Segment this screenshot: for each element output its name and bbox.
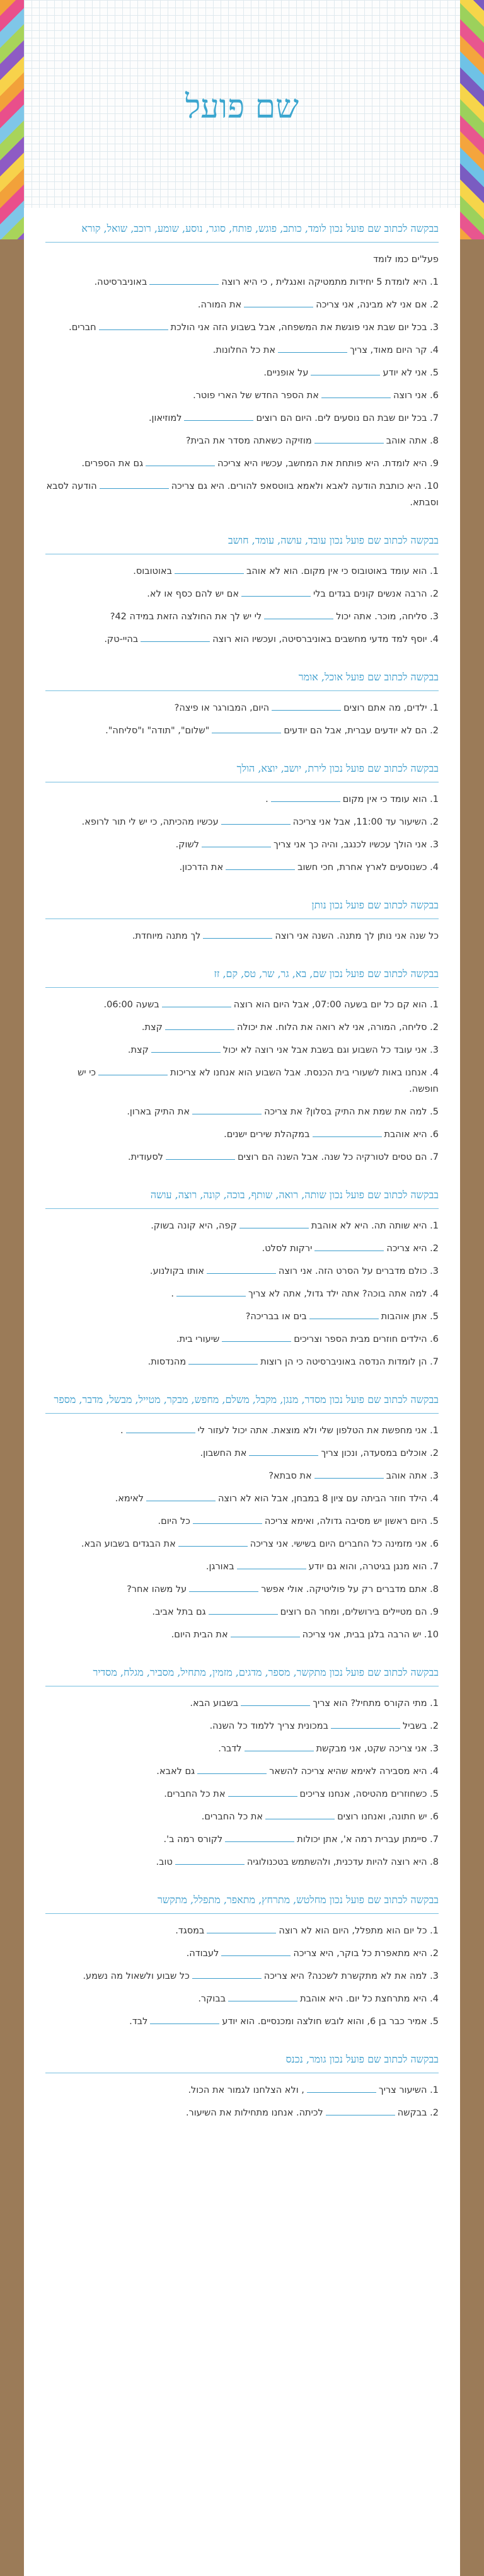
item-text-before: 6. אני רוצה	[393, 391, 439, 401]
item-text-before: 1. אני מחפשת את הטלפון שלי ולא מוצאת. אתה יכול לעזור לי	[197, 1426, 439, 1436]
section-title: בבקשה לכתוב שם פועל אוכל, אומר	[45, 669, 439, 691]
item-text-before: 9. היא לומדת. היא פותחת את המחשב, עכשיו היא צריכה	[217, 459, 439, 469]
answer-blank[interactable]	[314, 1469, 384, 1479]
item-text-after: בשבוע הבא.	[190, 1698, 239, 1709]
item-text-after: קפה, היא קונה בשוק.	[151, 1221, 237, 1231]
exercise-item	[45, 455, 439, 472]
answer-blank[interactable]	[207, 1264, 276, 1274]
item-text-after: לכיתה. אנחנו מתחילות את השיעור.	[185, 2108, 323, 2118]
item-text-before: 4. היא מתרחצת כל יום. היא אוהבת	[300, 1994, 439, 2004]
exercise-section	[45, 1187, 439, 1370]
answer-blank[interactable]	[321, 389, 391, 398]
answer-blank[interactable]	[165, 1021, 234, 1030]
worksheet-page	[24, 0, 460, 2576]
answer-blank[interactable]	[209, 1605, 278, 1615]
item-text-after: היום, המבורגר או פיצה?	[174, 703, 270, 713]
item-text-after: את המורה.	[197, 300, 242, 310]
answer-blank[interactable]	[192, 1969, 262, 1979]
item-text-before: 4. אנחנו באות לשעורי בית הכנסת. אבל השבוע הוא אנחנו לא צריכות	[170, 1068, 439, 1078]
item-text-before: 1. הוא קם כל יום בשעה 07:00, אבל היום הוא רוצה	[233, 1000, 439, 1010]
exercise-section	[45, 220, 439, 511]
exercise-item	[45, 1423, 439, 1439]
item-text-before: 7. הם טסים לטורקיה כל שנה. אבל השנה הם רוצים	[238, 1152, 439, 1162]
exercise-section	[45, 760, 439, 876]
item-text-before: 1. ילדים, מה אתם רוצים	[343, 703, 439, 713]
item-text-after: באורגן.	[205, 1562, 234, 1572]
answer-blank[interactable]	[207, 1924, 276, 1933]
exercise-item	[45, 1945, 439, 1962]
answer-blank[interactable]	[202, 838, 271, 847]
answer-blank[interactable]	[231, 1628, 300, 1637]
exercise-section	[45, 1892, 439, 2030]
section-title: בבקשה לכתוב שם פועל נכון נותן	[45, 897, 439, 919]
answer-blank[interactable]	[151, 1043, 221, 1053]
exercise-section	[45, 966, 439, 1165]
item-text-before: 7. סיימתן עברית רמה א', אתן יכולות	[297, 1835, 439, 1845]
exercise-item	[45, 1019, 439, 1036]
item-text-after: בבוקר.	[198, 1994, 226, 2004]
answer-blank[interactable]	[178, 1537, 248, 1547]
item-text-before: 4. יוסף למד מדעי מחשבים באוניברסיטה, ועכשיו הוא רוצה	[212, 634, 439, 644]
exercise-section	[45, 532, 439, 648]
exercise-item	[45, 791, 439, 808]
exercise-item	[45, 478, 439, 511]
item-text-before: 5. אני לא יודע	[383, 368, 439, 378]
item-text-after: לאימא.	[115, 1494, 144, 1504]
item-text-after: "שלום", "תודה" ו"סליחה".	[105, 726, 210, 736]
exercise-item	[45, 723, 439, 739]
item-text-after: אותו בקולנוע.	[149, 1266, 204, 1276]
exercise-item	[45, 1786, 439, 1802]
exercise-item	[45, 837, 439, 853]
item-text-before: 7. הוא מנגן בגיטרה, והוא גם יודע	[308, 1562, 439, 1572]
answer-blank[interactable]	[264, 610, 333, 619]
answer-blank[interactable]	[241, 587, 311, 597]
exercise-item	[45, 387, 439, 404]
answer-blank[interactable]	[175, 564, 244, 574]
item-text-before: 3. למה את לא מתקשרת לשכנה? היא צריכה	[263, 1971, 439, 1981]
item-text-after: בשעה 06:00.	[103, 1000, 159, 1010]
item-text-after: כל שבוע ולשאול מה נשמע.	[83, 1971, 190, 1981]
item-text-before: 4. היא מסבירה לאימא שהיא צריכה להשאר	[269, 1766, 439, 1777]
item-text-after: על משהו אחר?	[127, 1584, 187, 1594]
item-text-before: 3. כולם מדברים על הסרט הזה. אני רוצה	[278, 1266, 439, 1276]
answer-blank[interactable]	[166, 1150, 235, 1160]
section-title: בבקשה לכתוב שם פועל נכון מחלטש, מתרחץ, מתאפר, מתפלל, מתקשר	[45, 1892, 439, 1914]
item-text-after: לדבר.	[218, 1744, 242, 1754]
answer-blank[interactable]	[245, 1742, 314, 1751]
item-text-after: באוטובוס.	[133, 566, 172, 576]
answer-blank[interactable]	[150, 2015, 219, 2024]
exercise-item	[45, 365, 439, 381]
item-text-before: 4. קר היום מאוד, צריך	[350, 345, 439, 355]
item-text-before: 3. אני צריכה שקט, אני מבקשת	[316, 1744, 439, 1754]
item-text-after: את הדרכון.	[179, 862, 224, 873]
item-text-before: 8. אתה אוהב	[386, 436, 439, 446]
exercise-item	[45, 997, 439, 1013]
item-text-after: באוניברסיטה.	[94, 277, 147, 287]
item-text-before: 9. הם מטיילים בירושלים, ומחר הם רוצים	[280, 1607, 439, 1617]
worksheet-header	[24, 0, 460, 208]
exercise-section	[45, 669, 439, 739]
item-text-after: בהיי-טק.	[104, 634, 139, 644]
answer-blank[interactable]	[184, 411, 253, 421]
exercise-item	[45, 1559, 439, 1575]
exercise-item	[45, 1240, 439, 1257]
item-text-before: 3. אני הולך עכשיו לכנגב, והיה כך אני צריך	[274, 840, 439, 850]
item-text-after: את סבתא?	[268, 1471, 312, 1481]
section-title: בבקשה לכתוב שם פועל נכון לומד, כותב, פוגש, פותח, סוגר, נוסע, שומע, רוכב, שואל, קורא	[45, 220, 439, 243]
exercise-item	[45, 1627, 439, 1643]
exercise-item	[45, 1991, 439, 2007]
item-text-after: , ולא הצלחנו לגמור את הכול.	[188, 2085, 304, 2095]
exercise-item	[45, 1513, 439, 1530]
exercise-section	[45, 897, 439, 944]
exercise-item	[45, 586, 439, 602]
exercise-item	[45, 1695, 439, 1712]
answer-blank[interactable]	[176, 1287, 246, 1297]
item-text-after: במסגד.	[175, 1926, 205, 1936]
answer-blank[interactable]	[212, 724, 281, 733]
item-text-after: חברים.	[69, 323, 96, 333]
item-text-after: גם את הספרים.	[81, 459, 144, 469]
item-text-after: ירקות לסלט.	[262, 1244, 313, 1254]
item-text-after: מהנדסות.	[147, 1357, 187, 1367]
item-text-before: 5. אמיר כבר בן 6, והוא לובש חולצה ומכנסיים. הוא יודע	[222, 2017, 439, 2027]
exercise-item	[45, 274, 439, 290]
item-text-after: כל היום.	[158, 1516, 190, 1526]
answer-blank[interactable]	[222, 1332, 291, 1342]
exercise-item	[45, 297, 439, 313]
exercise-item	[45, 563, 439, 580]
answer-blank[interactable]	[244, 298, 313, 307]
section-title: בבקשה לכתוב שם פועל נכון עובד, עושה, עומד, חושב	[45, 532, 439, 554]
item-text-before: 2. הם לא יודעים עברית, אבל הם יודעים	[284, 726, 439, 736]
item-text-before: 2. אוכלים במסעדה, ונכון צריך	[321, 1448, 439, 1458]
exercise-item	[45, 928, 439, 944]
item-text-before: 4. הילד חוזר הביתה עם ציון 8 במבחן, אבל הוא לא רוצה	[217, 1494, 439, 1504]
exercise-item	[45, 1286, 439, 1302]
answer-blank[interactable]	[197, 1765, 267, 1774]
exercise-item	[45, 1923, 439, 1939]
answer-blank[interactable]	[146, 1492, 216, 1501]
exercise-item	[45, 1065, 439, 1097]
item-text-after: גם בתל אביב.	[152, 1607, 206, 1617]
section-intro: פעל'ים כמו לומד	[373, 255, 439, 265]
item-text-after: את כל החלונות.	[212, 345, 276, 355]
answer-blank[interactable]	[192, 1105, 262, 1114]
item-text-after: על אופניים.	[263, 368, 309, 378]
exercise-item	[45, 1126, 439, 1143]
answer-blank[interactable]	[307, 2083, 376, 2093]
answer-blank[interactable]	[278, 343, 347, 353]
answer-blank[interactable]	[228, 1992, 297, 2001]
item-text-before: 10. יש הרבה בלגן בבית, אני צריכה	[302, 1630, 439, 1640]
item-text-before: 2. היא מתאפרת כל בוקר, היא צריכה	[293, 1949, 439, 1959]
exercise-item	[45, 2082, 439, 2098]
answer-blank[interactable]	[237, 1560, 306, 1569]
section-title: בבקשה לכתוב שם פועל נכון גומר, נכנס	[45, 2051, 439, 2073]
exercise-item	[45, 2013, 439, 2030]
item-text-after: למוזיאון.	[148, 413, 182, 423]
item-text-after: .	[265, 794, 268, 804]
answer-blank[interactable]	[141, 633, 210, 642]
exercise-item	[45, 1104, 439, 1120]
answer-blank[interactable]	[126, 1424, 195, 1433]
item-text-before: 6. אני מזמינה כל החברים היום בשישי. אני צריכה	[250, 1539, 439, 1549]
exercise-item	[45, 609, 439, 625]
section-title: בבקשה לכתוב שם פועל נכון מתקשר, מספר, מדגים, מזמין, מתחיל, מסביר, מגלח, מסדיר	[45, 1664, 439, 1686]
item-text-before: 6. היא אוהבת	[384, 1130, 439, 1140]
answer-blank[interactable]	[221, 1947, 291, 1956]
item-text-before: 3. אני עובד כל השבוע וגם בשבת אבל אני רוצה לא יכול	[222, 1045, 439, 1055]
item-text-after: מוזיקה כשאתה מסדר את הבית?	[185, 436, 312, 446]
item-text-before: 6. הילדים חוזרים מבית הספר וצריכים	[294, 1334, 439, 1344]
item-text-before: 2. היא צריכה	[386, 1244, 439, 1254]
answer-blank[interactable]	[225, 1833, 294, 1842]
item-text-after: את כל החברים.	[164, 1789, 226, 1799]
answer-blank[interactable]	[309, 1310, 379, 1319]
exercise-item	[45, 1741, 439, 1757]
item-text-before: 1. כל יום הוא מתפלל, היום הוא לא רוצה	[279, 1926, 439, 1936]
exercise-item	[45, 1536, 439, 1552]
answer-blank[interactable]	[228, 1787, 297, 1797]
item-text-after: .	[171, 1289, 174, 1299]
answer-blank[interactable]	[203, 929, 272, 939]
exercise-item	[45, 1854, 439, 1870]
exercise-section	[45, 1664, 439, 1870]
exercise-item	[45, 631, 439, 648]
item-text-after: בים או בבריכה?	[245, 1312, 307, 1322]
item-text-before: 5. כשחוזרים מהטיסה, אנחנו צריכים	[299, 1789, 439, 1799]
item-text-before: 1. היא לומדת 5 יחידות מתמטיקה ואנגלית , כי היא רוצה	[221, 277, 439, 287]
item-text-after: שיעורי בית.	[176, 1334, 220, 1344]
item-text-after: אם יש להם כסף או לא.	[147, 589, 239, 599]
item-text-before: 4. למה אתה בוכה? אתה ילד גדול, אתה לא צריך	[248, 1289, 439, 1299]
answer-blank[interactable]	[162, 998, 231, 1007]
exercise-item	[45, 433, 439, 449]
item-text-before: 2. אם אני לא מבינה, אני צריכה	[316, 300, 439, 310]
exercise-item	[45, 1968, 439, 1984]
item-text-before: 6. יש חתונה, ואנחנו רוצים	[337, 1812, 439, 1822]
item-text-after: קצת.	[127, 1045, 149, 1055]
exercise-item	[45, 1604, 439, 1620]
item-text-after: את הבית היום.	[171, 1630, 228, 1640]
answer-blank[interactable]	[146, 457, 215, 466]
exercise-item	[45, 1491, 439, 1507]
section-title: בבקשה לכתוב שם פועל נכון מסדר, מנגן, מקבל, משלם, מחפש, מבקר, מטייל, מבשל, מדבר, מספר	[45, 1392, 439, 1414]
item-text-before: 5. למה את שמת את התיק בסלון? את צריכה	[264, 1107, 439, 1117]
item-text-after: טוב.	[156, 1857, 173, 1867]
item-text-before: 1. היא שותה תה. היא לא אוהבת	[311, 1221, 439, 1231]
answer-blank[interactable]	[149, 275, 219, 285]
item-text-before: 10. היא כותבת הודעה לאבא ולאמא בווטסאפ להורים. היא גם צריכה	[171, 481, 439, 491]
exercise-item	[45, 1831, 439, 1848]
answer-blank[interactable]	[193, 1514, 262, 1524]
exercise-item	[45, 1763, 439, 1780]
item-text-before: כל שנה אני נותן לך מתנה. השנה אני רוצה	[275, 931, 439, 941]
item-text-after: עכשיו מהכיתה, כי יש לי תור לרופא.	[81, 817, 219, 827]
exercise-item	[45, 700, 439, 716]
item-text-before: 8. אתם מדברים רק על פוליטיקה. אולי אפשר	[261, 1584, 439, 1594]
item-text-after: לי יש לך את החולצה הזאת במידה 42?	[110, 612, 262, 622]
answer-blank[interactable]	[221, 815, 291, 825]
item-text-after: הודעה לסבא וסבתא.	[46, 481, 439, 508]
item-text-after: קצת.	[141, 1022, 163, 1033]
answer-blank[interactable]	[100, 479, 169, 489]
item-text-after: לעבודה.	[186, 1949, 219, 1959]
item-text-before: 3. סליחה, מוכר. אתה יכול	[336, 612, 439, 622]
exercise-section	[45, 2051, 439, 2121]
worksheet-content	[24, 208, 460, 2121]
item-text-before: 2. השיעור עד 11:00, אבל אני צריכה	[292, 817, 439, 827]
item-text-before: 4. כשנוסעים לארץ אחרת, חכי חשוב	[297, 862, 439, 873]
answer-blank[interactable]	[331, 1719, 400, 1729]
answer-blank[interactable]	[271, 793, 340, 802]
answer-blank[interactable]	[311, 366, 380, 375]
item-text-before: 3. בכל יום שבת אני פוגשת את המשפחה, אבל בשבוע הזה אני הולכת	[170, 323, 439, 333]
item-text-after: לך מתנה מיוחדת.	[132, 931, 201, 941]
item-text-before: 1. הוא עומד באוטובוס כי אין מקום. הוא לא אוהב	[246, 566, 439, 576]
exercise-item	[45, 1042, 439, 1058]
item-text-before: 7. הן לומדות הנדסה באוניברסיטה כי הן רוצות	[260, 1357, 439, 1367]
section-title: בבקשה לכתוב שם פועל נכון שותה, רואה, שותף, בוכה, קונה, רוצה, עושה	[45, 1187, 439, 1209]
answer-blank[interactable]	[265, 1810, 335, 1819]
answer-blank[interactable]	[272, 701, 341, 711]
exercise-item	[45, 1445, 439, 1462]
exercise-item	[45, 1263, 439, 1279]
item-text-after: את הבגדים בשבוע הבא.	[81, 1539, 176, 1549]
item-text-before: 3. אתה אוהב	[386, 1471, 439, 1481]
answer-blank[interactable]	[98, 1066, 168, 1075]
exercise-item	[45, 814, 439, 830]
answer-blank[interactable]	[189, 1583, 258, 1592]
item-text-after: את החשבון.	[200, 1448, 247, 1458]
item-text-after: .	[120, 1426, 124, 1436]
item-text-after: במקהלת שירים ישנים.	[224, 1130, 310, 1140]
item-text-before: 1. מתי הקורס מתחיל? הוא צריך	[313, 1698, 439, 1709]
answer-blank[interactable]	[249, 1446, 318, 1456]
answer-blank[interactable]	[188, 1355, 258, 1365]
item-text-before: 2. בבקשה	[397, 2108, 439, 2118]
section-title: בבקשה לכתוב שם פועל נכון שם, בא, גר, שר, טס, קם, זז	[45, 966, 439, 988]
answer-blank[interactable]	[326, 2106, 395, 2115]
item-text-after: כי יש חופשה.	[78, 1068, 439, 1094]
item-text-before: 2. בשביל	[403, 1721, 439, 1731]
exercise-item	[45, 410, 439, 426]
exercise-item	[45, 342, 439, 358]
item-text-before: 5. אתן אוהבות	[381, 1312, 439, 1322]
exercise-item	[45, 1354, 439, 1370]
section-title: בבקשה לכתוב שם פועל נכון לירת, יושב, יוצא, הולך	[45, 760, 439, 782]
exercise-item	[45, 1718, 439, 1734]
answer-blank[interactable]	[314, 434, 384, 444]
answer-blank[interactable]	[175, 1855, 245, 1865]
exercise-item	[45, 1468, 439, 1484]
item-text-before: 1. הוא עומד כי אין מקום	[342, 794, 439, 804]
exercise-item	[45, 859, 439, 876]
item-text-before: 5. היום ראשון יש מסיבה גדולה, ואימא צריכה	[264, 1516, 439, 1526]
worksheet-title: שם פועל	[185, 88, 299, 126]
item-text-before: 2. הרבה אנשים קונים בגדים בלי	[313, 589, 439, 599]
item-text-after: לבד.	[129, 2017, 148, 2027]
answer-blank[interactable]	[241, 1697, 310, 1706]
exercise-item	[45, 319, 439, 336]
item-text-after: במכונית צריך ללמוד כל השנה.	[209, 1721, 329, 1731]
item-text-before: 2. סליחה, המורה, אני לא רואה את הלוח. את יכולה	[236, 1022, 439, 1033]
answer-blank[interactable]	[313, 1128, 382, 1137]
item-text-before: 8. היא רוצה להיות עדכנית, ולהשתמש בטכנולוגיה	[246, 1857, 439, 1867]
item-text-after: לקורס רמה ב'.	[163, 1835, 223, 1845]
exercise-item	[45, 1809, 439, 1825]
exercise-item	[45, 1331, 439, 1348]
exercise-item	[45, 1581, 439, 1598]
item-text-after: את התיק בארון.	[127, 1107, 190, 1117]
item-text-before: 1. השיעור צריך	[378, 2085, 439, 2095]
answer-blank[interactable]	[99, 321, 168, 330]
answer-blank[interactable]	[314, 1242, 384, 1251]
exercise-item	[45, 1308, 439, 1325]
exercise-item	[45, 1149, 439, 1165]
answer-blank[interactable]	[239, 1219, 309, 1228]
exercise-section	[45, 1392, 439, 1643]
answer-blank[interactable]	[226, 861, 295, 870]
exercise-item	[45, 2105, 439, 2121]
item-text-after: גם לאבא.	[156, 1766, 195, 1777]
item-text-after: לסעודית.	[128, 1152, 163, 1162]
exercise-item	[45, 1218, 439, 1234]
item-text-after: את כל החברים.	[201, 1812, 263, 1822]
item-text-before: 7. בכל יום שבת הם נוסעים לים. היום הם רוצים	[256, 413, 439, 423]
item-text-after: לשוק.	[175, 840, 200, 850]
item-text-after: את הספר החדש של הארי פוטר.	[193, 391, 319, 401]
